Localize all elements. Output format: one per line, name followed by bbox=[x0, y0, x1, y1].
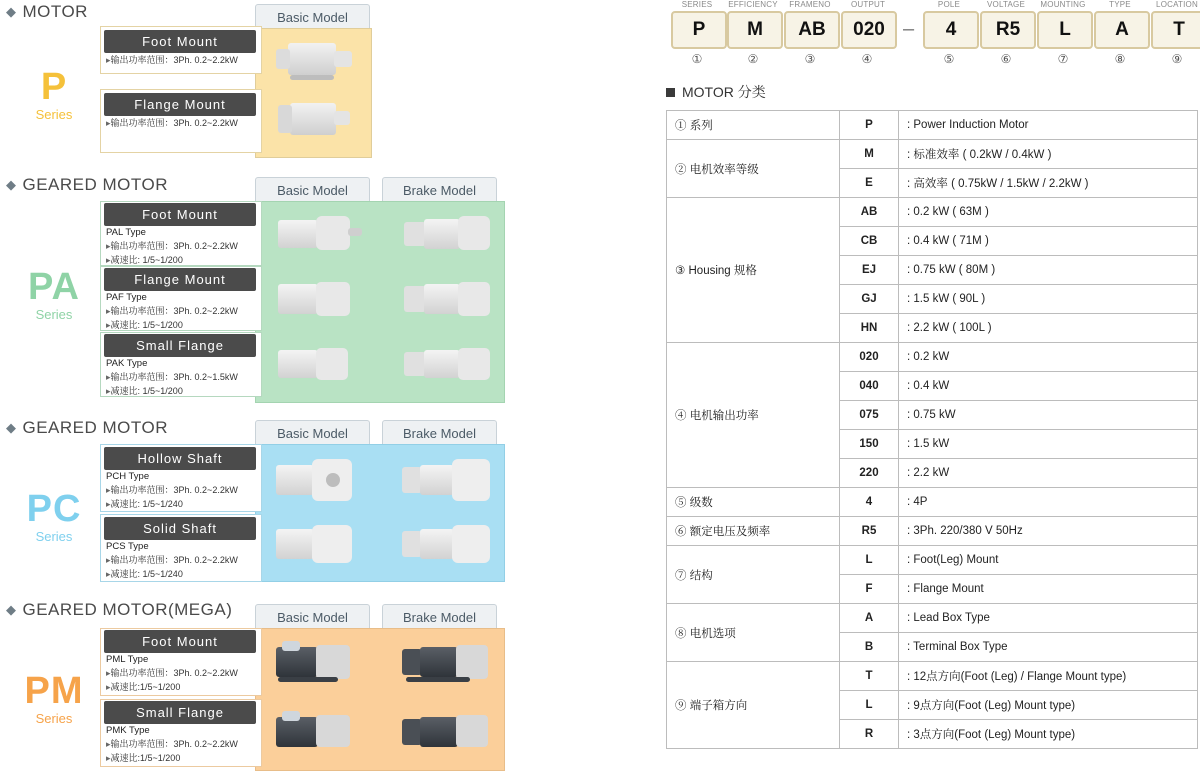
code-index: ⑤ bbox=[943, 52, 955, 66]
cell-desc: : Foot(Leg) Mount bbox=[899, 546, 1198, 575]
model-header-brake: Brake Model bbox=[382, 177, 497, 203]
square-bullet-icon bbox=[666, 88, 675, 97]
motor-image-pml-basic bbox=[272, 637, 368, 691]
series-panel bbox=[255, 628, 505, 771]
cell-code: A bbox=[840, 604, 899, 633]
motor-image-pcs-brake bbox=[400, 517, 496, 571]
code-caption: OUTPUT bbox=[850, 0, 886, 9]
cell-desc: : 0.2 kW bbox=[899, 343, 1198, 372]
code-box-voltage: R5 bbox=[980, 11, 1036, 49]
row-spec: PCS Type ▸输出功率范围：3Ph. 0.2~2.2kW ▸减速比: 1/5~1/240 bbox=[106, 541, 238, 579]
model-header-basic: Basic Model bbox=[255, 177, 370, 203]
code-caption: TYPE bbox=[1109, 0, 1131, 9]
code-box-type: A bbox=[1094, 11, 1150, 49]
code-box-frameno: AB bbox=[784, 11, 840, 49]
cell-code: GJ bbox=[840, 285, 899, 314]
series-panel bbox=[255, 444, 505, 582]
series-badge-pc: PC Series bbox=[26, 488, 82, 544]
model-header-basic: Basic Model bbox=[255, 420, 370, 446]
motor-image-paf-brake bbox=[400, 274, 496, 326]
cell-code: HN bbox=[840, 314, 899, 343]
code-box-location: T bbox=[1151, 11, 1200, 49]
cell-code: 150 bbox=[840, 430, 899, 459]
cell-code: B bbox=[840, 633, 899, 662]
section-title: ◆ GEARED MOTOR bbox=[6, 418, 168, 437]
cell-item: ① 系列 bbox=[667, 111, 840, 140]
code-box-mounting: L bbox=[1037, 11, 1093, 49]
cell-item: ⑨ 端子箱方向 bbox=[667, 662, 840, 749]
section-title: ◆ GEARED MOTOR bbox=[6, 175, 168, 194]
series-panel bbox=[255, 201, 505, 403]
row-label-small-flange: Small Flange bbox=[104, 334, 256, 357]
model-header-brake: Brake Model bbox=[382, 420, 497, 446]
row-label-small-flange: Small Flange bbox=[104, 701, 256, 724]
row-label-foot-mount: Foot Mount bbox=[104, 630, 256, 653]
cell-code: P bbox=[840, 111, 899, 140]
cell-code: L bbox=[840, 691, 899, 720]
cell-code: 040 bbox=[840, 372, 899, 401]
model-header-brake: Brake Model bbox=[382, 604, 497, 630]
motor-image-paf-basic bbox=[272, 274, 368, 326]
row-label-foot-mount: Foot Mount bbox=[104, 203, 256, 226]
row-spec: ▸输出功率范围：3Ph. 0.2~2.2kW bbox=[106, 118, 238, 128]
code-caption: VOLTAGE bbox=[986, 0, 1025, 9]
cell-desc: : 0.75 kW ( 80M ) bbox=[899, 256, 1198, 285]
table-row bbox=[667, 662, 1198, 691]
product-series-column bbox=[0, 0, 530, 769]
table-row bbox=[667, 546, 1198, 575]
code-separator: – bbox=[903, 18, 915, 40]
cell-item: ② 电机效率等级 bbox=[667, 140, 840, 198]
cell-desc: : 2.2 kW ( 100L ) bbox=[899, 314, 1198, 343]
code-index: ⑨ bbox=[1171, 52, 1183, 66]
model-header-basic: Basic Model bbox=[255, 604, 370, 630]
motor-image-flange-mount bbox=[270, 95, 358, 145]
cell-code: R bbox=[840, 720, 899, 749]
cell-code: T bbox=[840, 662, 899, 691]
row-label-foot-mount: Foot Mount bbox=[104, 30, 256, 53]
code-index: ⑦ bbox=[1057, 52, 1069, 66]
code-box-efficiency: M bbox=[727, 11, 783, 49]
motor-image-pal-brake bbox=[400, 210, 496, 260]
table-row bbox=[667, 198, 1198, 227]
cell-desc: : 1.5 kW ( 90L ) bbox=[899, 285, 1198, 314]
code-box-series: P bbox=[671, 11, 727, 49]
cell-item: ③ Housing 规格 bbox=[667, 198, 840, 343]
motor-image-pak-brake bbox=[400, 338, 496, 390]
motor-image-pmk-brake bbox=[400, 705, 496, 759]
code-index: ④ bbox=[861, 52, 873, 66]
cell-desc: : 2.2 kW bbox=[899, 459, 1198, 488]
code-caption: FRAMENO bbox=[789, 0, 831, 9]
diamond-icon: ◆ bbox=[6, 602, 17, 617]
code-caption: POLE bbox=[937, 0, 961, 9]
motor-image-pal-basic bbox=[272, 210, 368, 260]
motor-image-pmk-basic bbox=[272, 705, 368, 759]
cell-item: ⑤ 级数 bbox=[667, 488, 840, 517]
motor-classification-table bbox=[666, 110, 1198, 749]
cell-item: ⑦ 结构 bbox=[667, 546, 840, 604]
cell-code: E bbox=[840, 169, 899, 198]
diamond-icon: ◆ bbox=[6, 420, 17, 435]
cell-desc: : 1.5 kW bbox=[899, 430, 1198, 459]
table-row bbox=[667, 488, 1198, 517]
code-index: ② bbox=[747, 52, 759, 66]
motor-image-pcs-basic bbox=[272, 517, 368, 571]
motor-image-pml-brake bbox=[400, 637, 496, 691]
code-caption: SERIES bbox=[681, 0, 713, 9]
series-badge-pm: PM Series bbox=[24, 670, 84, 726]
cell-desc: : 3Ph. 220/380 V 50Hz bbox=[899, 517, 1198, 546]
model-code-string bbox=[660, 0, 1200, 70]
model-code-column bbox=[660, 0, 1200, 749]
diamond-icon: ◆ bbox=[6, 4, 17, 19]
row-label-hollow-shaft: Hollow Shaft bbox=[104, 447, 256, 470]
cell-desc: : Flange Mount bbox=[899, 575, 1198, 604]
code-caption: MOUNTING bbox=[1040, 0, 1086, 9]
cell-desc: : 3点方向(Foot (Leg) Mount type) bbox=[899, 720, 1198, 749]
table-row bbox=[667, 111, 1198, 140]
code-index: ⑥ bbox=[1000, 52, 1012, 66]
code-index: ⑧ bbox=[1114, 52, 1126, 66]
row-spec: PMK Type ▸输出功率范围：3Ph. 0.2~2.2kW ▸减速比:1/5~1/200 bbox=[106, 725, 238, 763]
cell-desc: : 12点方向(Foot (Leg) / Flange Mount type) bbox=[899, 662, 1198, 691]
code-box-pole: 4 bbox=[923, 11, 979, 49]
cell-item: ⑧ 电机选项 bbox=[667, 604, 840, 662]
cell-code: 075 bbox=[840, 401, 899, 430]
code-index: ① bbox=[691, 52, 703, 66]
series-badge-pa: PA Series bbox=[28, 266, 80, 322]
row-spec: PAK Type ▸输出功率范围：3Ph. 0.2~1.5kW ▸减速比: 1/5~1/200 bbox=[106, 358, 238, 396]
motor-image-pak-basic bbox=[272, 338, 368, 390]
cell-desc: : 9点方向(Foot (Leg) Mount type) bbox=[899, 691, 1198, 720]
row-label-flange-mount: Flange Mount bbox=[104, 268, 256, 291]
cell-desc: : 4P bbox=[899, 488, 1198, 517]
row-label-flange-mount: Flange Mount bbox=[104, 93, 256, 116]
motor-image-pch-basic bbox=[272, 453, 368, 507]
code-box-output: 020 bbox=[841, 11, 897, 49]
motor-image-foot-mount bbox=[270, 37, 358, 83]
cell-code: EJ bbox=[840, 256, 899, 285]
row-spec: PAL Type ▸输出功率范围：3Ph. 0.2~2.2kW ▸减速比: 1/5~1/200 bbox=[106, 227, 238, 265]
cell-code: L bbox=[840, 546, 899, 575]
code-index: ③ bbox=[804, 52, 816, 66]
cell-code: 020 bbox=[840, 343, 899, 372]
series-panel bbox=[255, 28, 372, 158]
code-caption: EFFICIENCY bbox=[728, 0, 778, 9]
cell-desc: : Power Induction Motor bbox=[899, 111, 1198, 140]
cell-code: F bbox=[840, 575, 899, 604]
row-spec: PAF Type ▸输出功率范围：3Ph. 0.2~2.2kW ▸减速比: 1/5~1/200 bbox=[106, 292, 238, 330]
table-row bbox=[667, 140, 1198, 169]
cell-code: 4 bbox=[840, 488, 899, 517]
cell-item: ④ 电机输出功率 bbox=[667, 343, 840, 488]
code-caption: LOCATION bbox=[1156, 0, 1198, 9]
table-row bbox=[667, 343, 1198, 372]
table-row bbox=[667, 604, 1198, 633]
cell-code: AB bbox=[840, 198, 899, 227]
row-spec: PML Type ▸输出功率范围：3Ph. 0.2~2.2kW ▸减速比:1/5~1/200 bbox=[106, 654, 238, 692]
cell-desc: : Terminal Box Type bbox=[899, 633, 1198, 662]
cell-code: M bbox=[840, 140, 899, 169]
row-spec: ▸输出功率范围：3Ph. 0.2~2.2kW bbox=[106, 55, 238, 65]
cell-desc: : 0.75 kW bbox=[899, 401, 1198, 430]
series-badge-p: P Series bbox=[35, 66, 73, 122]
model-header-basic: Basic Model bbox=[255, 4, 370, 30]
motor-image-pch-brake bbox=[400, 453, 496, 507]
cell-desc: : 标准效率 ( 0.2kW / 0.4kW ) bbox=[899, 140, 1198, 169]
row-label-solid-shaft: Solid Shaft bbox=[104, 517, 256, 540]
section-title: ◆ MOTOR bbox=[6, 2, 88, 21]
cell-desc: : 0.2 kW ( 63M ) bbox=[899, 198, 1198, 227]
section-title: ◆ GEARED MOTOR(MEGA) bbox=[6, 600, 233, 619]
table-title: MOTOR 分类 bbox=[666, 82, 1200, 102]
row-spec: PCH Type ▸输出功率范围：3Ph. 0.2~2.2kW ▸减速比: 1/5~1/240 bbox=[106, 471, 238, 509]
diamond-icon: ◆ bbox=[6, 177, 17, 192]
table-row bbox=[667, 517, 1198, 546]
cell-item: ⑥ 额定电压及频率 bbox=[667, 517, 840, 546]
cell-code: CB bbox=[840, 227, 899, 256]
cell-desc: : 0.4 kW ( 71M ) bbox=[899, 227, 1198, 256]
cell-desc: : Lead Box Type bbox=[899, 604, 1198, 633]
cell-desc: : 0.4 kW bbox=[899, 372, 1198, 401]
cell-desc: : 高效率 ( 0.75kW / 1.5kW / 2.2kW ) bbox=[899, 169, 1198, 198]
cell-code: R5 bbox=[840, 517, 899, 546]
cell-code: 220 bbox=[840, 459, 899, 488]
